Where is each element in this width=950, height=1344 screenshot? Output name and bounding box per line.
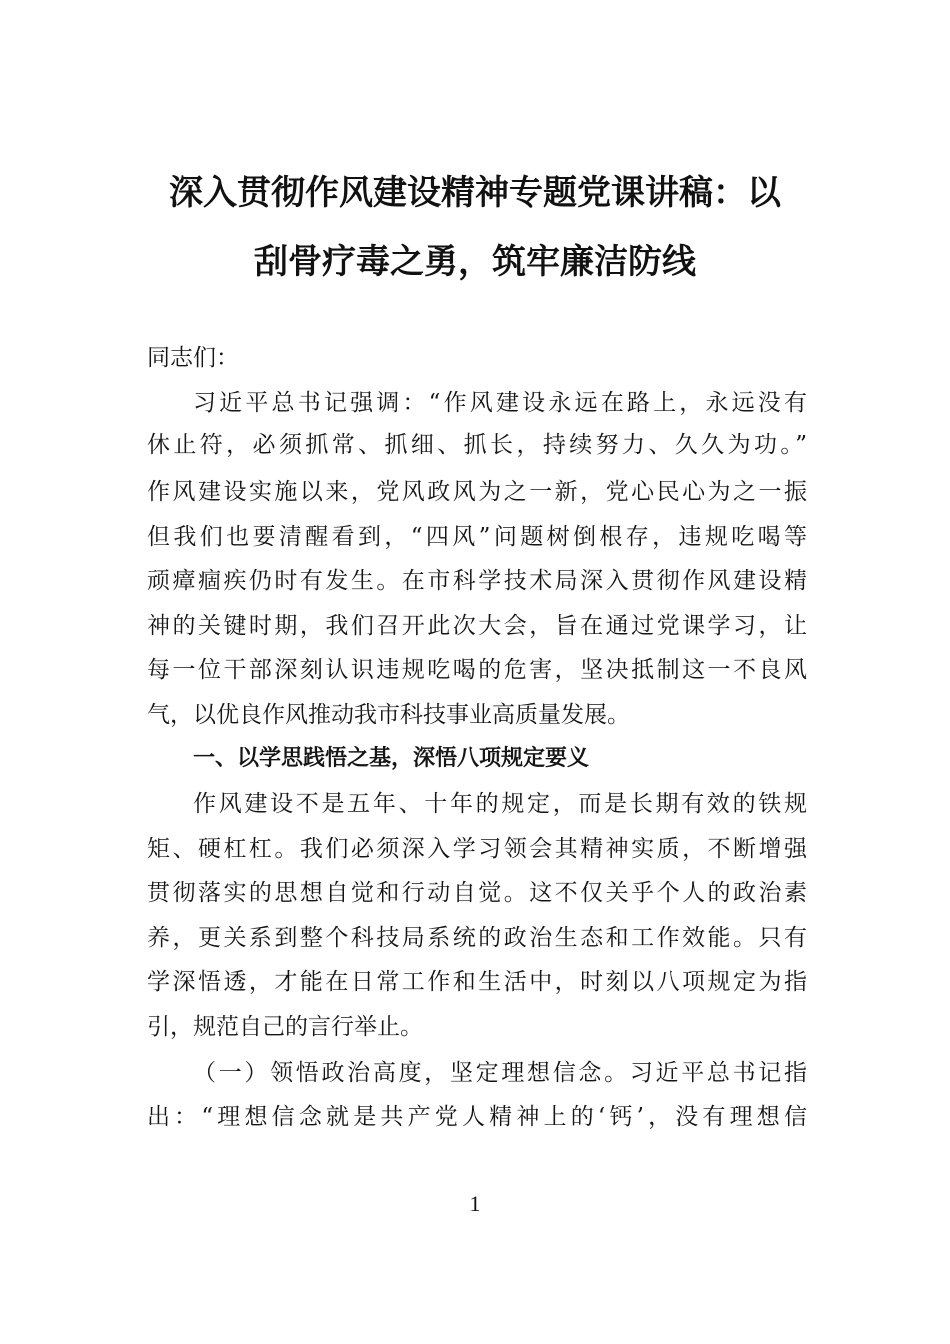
paragraph-line: 气，以优良作风推动我市科技事业高质量发展。 xyxy=(147,702,630,728)
page-number: 1 xyxy=(469,1191,481,1216)
paragraph-line: 出：“理想信念就是共产党人精神上的‘钙’，没有理想信 xyxy=(147,1104,807,1130)
paragraph-line: 学深悟透，才能在日常工作和生活中，时刻以八项规定为指 xyxy=(147,969,807,995)
paragraph-line: 休止符，必须抓常、抓细、抓长，持续努力、久久为功。” xyxy=(147,432,807,458)
paragraph-line: 但我们也要清醒看到，“四风”问题树倒根存，违规吃喝等 xyxy=(147,524,807,550)
paragraph-line: 每一位干部深刻认识违规吃喝的危害，坚决抵制这一不良风 xyxy=(147,657,807,683)
paragraph-line: 作风建设不是五年、十年的规定，而是长期有效的铁规 xyxy=(193,791,807,817)
paragraph-line: 顽瘴痼疾仍时有发生。在市科学技术局深入贯彻作风建设精 xyxy=(147,568,807,594)
paragraph-line: 神的关键时期，我们召开此次大会，旨在通过党课学习，让 xyxy=(147,613,807,639)
paragraph-line: 养，更关系到整个科技局系统的政治生态和工作效能。只有 xyxy=(147,925,807,951)
salutation: 同志们： xyxy=(147,345,239,371)
document-title-line-2: 刮骨疗毒之勇，筑牢廉洁防线 xyxy=(254,242,696,282)
paragraph-line: 矩、硬杠杠。我们必须深入学习领会其精神实质，不断增强 xyxy=(147,836,807,862)
paragraph-line: 作风建设实施以来，党风政风为之一新，党心民心为之一振 xyxy=(147,479,807,505)
subsection-line: （一）领悟政治高度，坚定理想信念。习近平总书记指 xyxy=(193,1060,807,1086)
document-title-line-1: 深入贯彻作风建设精神专题党课讲稿：以 xyxy=(169,173,781,213)
paragraph-line: 习近平总书记强调：“作风建设永远在路上，永远没有 xyxy=(193,390,807,416)
section-heading: 一、以学思践悟之基，深悟八项规定要义 xyxy=(193,746,590,771)
paragraph-line: 引，规范自己的言行举止。 xyxy=(147,1014,423,1040)
paragraph-line: 贯彻落实的思想自觉和行动自觉。这不仅关乎个人的政治素 xyxy=(147,880,807,906)
